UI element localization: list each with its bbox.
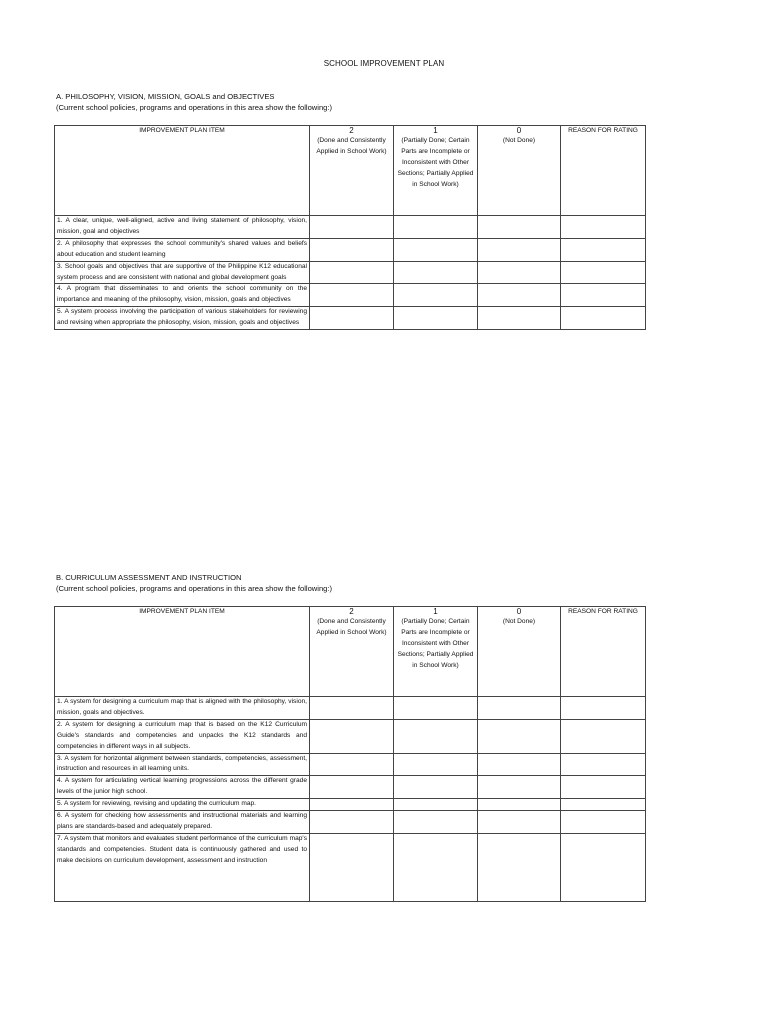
- item-cell: 1. A clear, unique, well-aligned, active and living statement of philosophy, vision, mission, goal and objectives: [55, 216, 310, 239]
- rating-0-header: [478, 607, 561, 697]
- item-cell: 2. A system for designing a curriculum map that is based on the K12 Curriculum Guide's standards and competencies and unpacks the K12 standards and competencies in different ways in all subjects.: [55, 719, 310, 753]
- reason-column-header: REASON FOR RATING: [561, 607, 646, 697]
- reason-cell[interactable]: [561, 776, 646, 799]
- rating-1-cell[interactable]: [394, 216, 478, 239]
- table-row: [55, 811, 646, 834]
- reason-cell[interactable]: [561, 697, 646, 720]
- item-cell: 2. A philosophy that expresses the school community's shared values and beliefs about education and student learning: [55, 238, 310, 261]
- table-row: [55, 776, 646, 799]
- table-row: [55, 799, 646, 811]
- rating-1-cell[interactable]: [394, 776, 478, 799]
- section-b-subheading: (Current school policies, programs and operations in this area show the following:): [56, 583, 333, 593]
- rating-1-number: 1: [433, 126, 438, 135]
- item-column-header: IMPROVEMENT PLAN ITEM: [55, 607, 310, 697]
- rating-1-cell[interactable]: [394, 238, 478, 261]
- rating-0-cell[interactable]: [478, 799, 561, 811]
- item-cell: 1. A system for designing a curriculum map that is aligned with the philosophy, vision, mission, goals and objectives.: [55, 697, 310, 720]
- reason-cell[interactable]: [561, 833, 646, 901]
- rating-2-description: (Done and Consistently Applied in School Work): [316, 618, 387, 636]
- table-header-row: [55, 607, 646, 697]
- table-row: [55, 753, 646, 776]
- reason-cell[interactable]: [561, 284, 646, 307]
- section-b-heading: B. CURRICULUM ASSESSMENT AND INSTRUCTION: [56, 573, 242, 582]
- table-row: [55, 216, 646, 239]
- page-title: SCHOOL IMPROVEMENT PLAN: [323, 59, 445, 68]
- table-row: [55, 284, 646, 307]
- rating-2-cell[interactable]: [310, 307, 394, 330]
- rating-0-number: 0: [516, 126, 522, 135]
- rating-0-cell[interactable]: [478, 833, 561, 901]
- reason-cell[interactable]: [561, 261, 646, 284]
- section-a-subheading: (Current school policies, programs and operations in this area show the following:): [56, 102, 333, 112]
- item-cell: 5. A system for reviewing, revising and updating the curriculum map.: [55, 799, 310, 811]
- table-row: [55, 238, 646, 261]
- rating-0-cell[interactable]: [478, 284, 561, 307]
- rating-0-cell[interactable]: [478, 261, 561, 284]
- rating-2-number: 2: [349, 607, 354, 616]
- item-cell: 4. A system for articulating vertical learning progressions across the different grade levels of the junior high school.: [55, 776, 310, 799]
- reason-cell[interactable]: [561, 238, 646, 261]
- rating-1-cell[interactable]: [394, 753, 478, 776]
- rating-1-cell[interactable]: [394, 811, 478, 834]
- reason-cell[interactable]: [561, 753, 646, 776]
- rating-1-cell[interactable]: [394, 697, 478, 720]
- table-row: [55, 261, 646, 284]
- rating-1-number: 1: [433, 607, 438, 616]
- rating-2-cell[interactable]: [310, 753, 394, 776]
- rating-0-cell[interactable]: [478, 719, 561, 753]
- rating-0-cell[interactable]: [478, 238, 561, 261]
- rating-2-cell[interactable]: [310, 811, 394, 834]
- section-a-header: [56, 92, 332, 113]
- rating-2-cell[interactable]: [310, 284, 394, 307]
- item-cell: 6. A system for checking how assessments and instructional materials and learning plans are standards-based and adequately prepared.: [55, 811, 310, 834]
- item-cell: 4. A program that disseminates to and orients the school community on the importance and meaning of the philosophy, vision, mission, goals and objectives: [55, 284, 310, 307]
- reason-cell[interactable]: [561, 799, 646, 811]
- rating-1-cell[interactable]: [394, 284, 478, 307]
- rating-0-cell[interactable]: [478, 216, 561, 239]
- rating-2-cell[interactable]: [310, 799, 394, 811]
- item-cell: 7. A system that monitors and evaluates student performance of the curriculum map's standards and competencies. Student data is continuously gathered and used to make decisions on curriculum development, assessment and instruction: [55, 833, 310, 901]
- rating-0-cell[interactable]: [478, 753, 561, 776]
- rating-0-description: (Not Done): [502, 618, 536, 625]
- table-row: [55, 697, 646, 720]
- section-a-heading: A. PHILOSOPHY, VISION, MISSION, GOALS and OBJECTIVES: [56, 92, 275, 101]
- rating-2-cell[interactable]: [310, 719, 394, 753]
- rating-1-cell[interactable]: [394, 261, 478, 284]
- rating-2-number: 2: [349, 126, 354, 135]
- reason-cell[interactable]: [561, 216, 646, 239]
- rating-2-cell[interactable]: [310, 776, 394, 799]
- rating-1-cell[interactable]: [394, 719, 478, 753]
- section-b-table: [54, 606, 646, 902]
- rating-0-description: (Not Done): [502, 137, 536, 144]
- rating-2-cell[interactable]: [310, 833, 394, 901]
- rating-0-cell[interactable]: [478, 776, 561, 799]
- rating-0-header: [478, 126, 561, 216]
- rating-1-cell[interactable]: [394, 799, 478, 811]
- table-row: [55, 833, 646, 901]
- rating-0-cell[interactable]: [478, 811, 561, 834]
- item-cell: 5. A system process involving the participation of various stakeholders for reviewing and revising when appropriate the philosophy, vision, mission, goals and objectives: [55, 307, 310, 330]
- rating-2-cell[interactable]: [310, 238, 394, 261]
- rating-1-header: [394, 126, 478, 216]
- rating-2-header: [310, 607, 394, 697]
- reason-cell[interactable]: [561, 719, 646, 753]
- rating-1-header: [394, 607, 478, 697]
- section-b-header: [56, 573, 332, 594]
- table-row: [55, 719, 646, 753]
- rating-1-cell[interactable]: [394, 307, 478, 330]
- section-a-table: [54, 125, 646, 330]
- rating-0-number: 0: [516, 607, 522, 616]
- rating-2-description: (Done and Consistently Applied in School Work): [316, 137, 387, 155]
- reason-cell[interactable]: [561, 811, 646, 834]
- reason-column-header: REASON FOR RATING: [561, 126, 646, 216]
- table-row: [55, 307, 646, 330]
- reason-cell[interactable]: [561, 307, 646, 330]
- rating-1-description: (Partially Done; Certain Parts are Incomplete or Inconsistent with Other Sections; Partially Applied in School Work): [397, 618, 474, 669]
- rating-2-cell[interactable]: [310, 697, 394, 720]
- rating-2-cell[interactable]: [310, 216, 394, 239]
- rating-1-description: (Partially Done; Certain Parts are Incomplete or Inconsistent with Other Sections; Partially Applied in School Work): [397, 137, 474, 188]
- rating-2-cell[interactable]: [310, 261, 394, 284]
- rating-0-cell[interactable]: [478, 307, 561, 330]
- item-column-header: IMPROVEMENT PLAN ITEM: [55, 126, 310, 216]
- rating-2-header: [310, 126, 394, 216]
- rating-1-cell[interactable]: [394, 833, 478, 901]
- item-cell: 3. School goals and objectives that are supportive of the Philippine K12 educational system process and are consistent with national and global development goals: [55, 261, 310, 284]
- rating-0-cell[interactable]: [478, 697, 561, 720]
- table-header-row: [55, 126, 646, 216]
- item-cell: 3. A system for horizontal alignment between standards, competencies, assessment, instruction and resources in all learning units.: [55, 753, 310, 776]
